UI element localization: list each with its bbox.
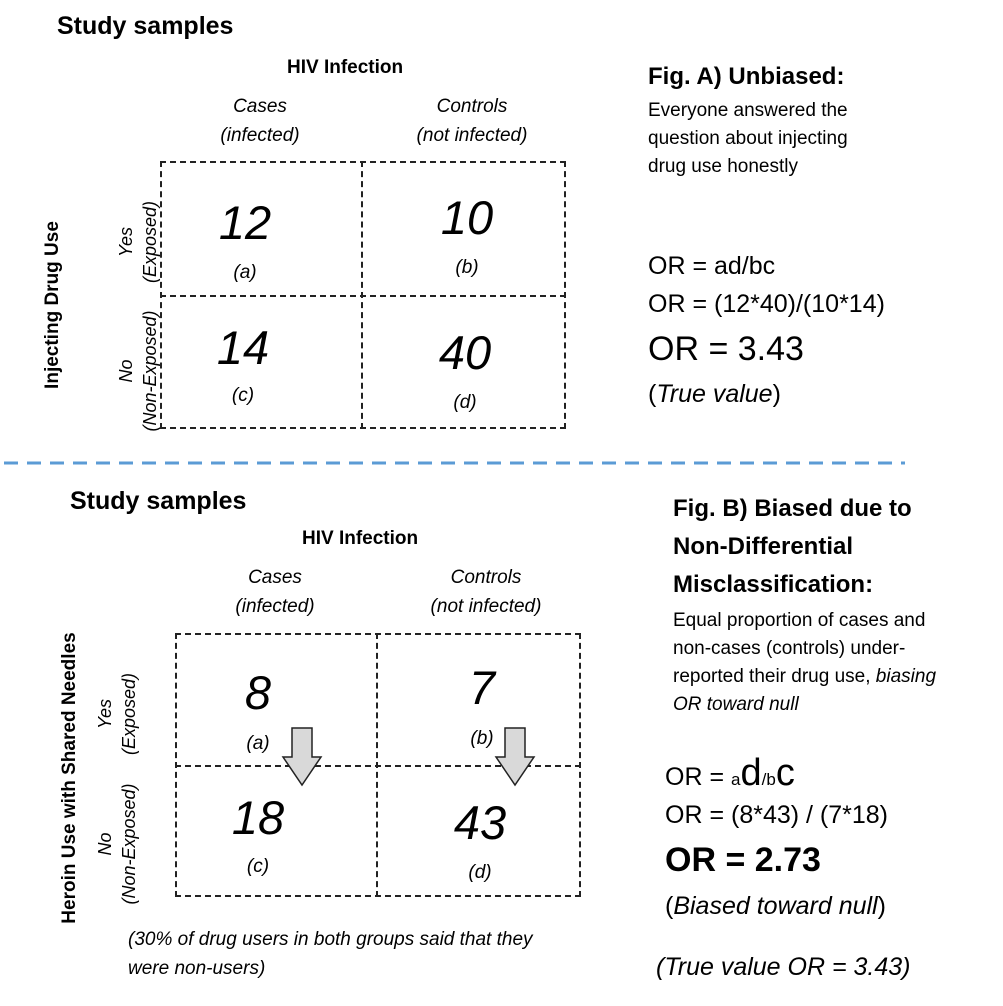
controls-sublabel: (not infected) bbox=[430, 596, 542, 617]
yes-label: Yes bbox=[95, 698, 115, 730]
panel-b-controls-header bbox=[406, 563, 566, 621]
panel-a-formula-1: OR = ad/bc bbox=[648, 252, 776, 280]
panel-b-or-result: OR = 2.73 bbox=[665, 841, 821, 879]
cell-d-letter: (d) bbox=[468, 862, 492, 883]
panel-a-title: Study samples bbox=[57, 12, 234, 40]
cases-label: Cases bbox=[248, 567, 302, 588]
no-sublabel: (Non-Exposed) bbox=[119, 783, 139, 905]
cell-c-value: 18 bbox=[231, 791, 285, 844]
down-arrow-icon bbox=[494, 727, 536, 787]
panel-a-row-axis-label: Injecting Drug Use bbox=[42, 221, 63, 389]
cell-b-letter: (b) bbox=[455, 257, 479, 278]
panel-b-yes-row-label bbox=[93, 644, 141, 784]
panel-a-controls-header bbox=[392, 92, 552, 150]
panel-a-description bbox=[648, 97, 848, 181]
no-label: No bbox=[95, 832, 115, 856]
formula-slash: / bbox=[761, 770, 767, 789]
cell-a-value: 12 bbox=[218, 196, 272, 249]
cell-a-value: 8 bbox=[244, 666, 272, 719]
panel-b-no-row-label bbox=[93, 764, 141, 924]
panel-a-formula-2: OR = (12*40)/(10*14) bbox=[648, 290, 885, 318]
panel-a-hiv-header: HIV Infection bbox=[287, 57, 404, 78]
footnote-line: (30% of drug users in both groups said that they bbox=[128, 929, 533, 950]
panel-b-description bbox=[673, 607, 936, 719]
panel-b-result-note: (Biased toward null) bbox=[665, 892, 886, 920]
desc-line: drug use honestly bbox=[648, 156, 798, 177]
desc-line: non-cases (controls) under- bbox=[673, 638, 906, 659]
fig-title-line: Fig. B) Biased due to bbox=[673, 495, 912, 522]
desc-italic: biasing bbox=[875, 666, 937, 687]
biased-text: Biased toward null bbox=[673, 892, 878, 920]
desc-line: question about injecting bbox=[648, 128, 848, 149]
desc-text: reported their drug use, bbox=[673, 666, 876, 687]
panel-a-fig-title: Fig. A) Unbiased: bbox=[648, 63, 845, 90]
panel-b-cases-header bbox=[195, 563, 355, 621]
panel-b-formula-2: OR = (8*43) / (7*18) bbox=[665, 801, 889, 829]
panel-b-row-axis-label: Heroin Use with Shared Needles bbox=[59, 632, 80, 924]
panel-a-result-note: (True value) bbox=[648, 380, 781, 408]
cell-d-value: 40 bbox=[438, 326, 492, 379]
cell-c-letter: (c) bbox=[246, 856, 270, 877]
cell-a-letter: (a) bbox=[233, 262, 257, 283]
fig-title-line: Misclassification: bbox=[673, 571, 874, 598]
yes-sublabel: (Exposed) bbox=[140, 200, 160, 284]
panel-a-or-result: OR = 3.43 bbox=[648, 330, 804, 368]
yes-label: Yes bbox=[116, 226, 136, 258]
true-value-text: True value bbox=[656, 380, 773, 408]
cases-sublabel: (infected) bbox=[220, 125, 300, 146]
panel-b-hiv-header: HIV Infection bbox=[302, 528, 419, 549]
cases-label: Cases bbox=[233, 96, 287, 117]
yes-sublabel: (Exposed) bbox=[119, 672, 139, 756]
cell-c-letter: (c) bbox=[231, 385, 255, 406]
cases-sublabel: (infected) bbox=[235, 596, 315, 617]
cell-b-value: 10 bbox=[440, 191, 494, 244]
controls-sublabel: (not infected) bbox=[416, 125, 528, 146]
panel-b-title: Study samples bbox=[70, 487, 247, 515]
panel-a-table-hdivider bbox=[160, 295, 566, 297]
desc-line bbox=[673, 663, 936, 691]
desc-line: OR toward null bbox=[673, 694, 799, 715]
cell-b-letter: (b) bbox=[470, 728, 494, 749]
down-arrow-icon bbox=[281, 727, 323, 787]
panel-b-true-value-note: (True value OR = 3.43) bbox=[656, 953, 911, 981]
cell-d-letter: (d) bbox=[453, 392, 477, 413]
controls-label: Controls bbox=[436, 96, 508, 117]
formula-b: b bbox=[766, 770, 776, 789]
footnote-line: were non-users) bbox=[128, 958, 266, 979]
section-divider bbox=[0, 455, 1003, 469]
panel-a-no-row-label bbox=[114, 291, 162, 451]
cell-a-letter: (a) bbox=[246, 733, 270, 754]
panel-a-cases-header bbox=[180, 92, 340, 150]
cell-d-value: 43 bbox=[453, 796, 507, 849]
formula-c: c bbox=[775, 752, 795, 794]
no-label: No bbox=[116, 359, 136, 383]
panel-b-formula-1 bbox=[665, 752, 795, 795]
fig-title-line: Non-Differential bbox=[673, 533, 853, 560]
no-sublabel: (Non-Exposed) bbox=[140, 310, 160, 432]
cell-b-value: 7 bbox=[468, 661, 496, 714]
formula-prefix: OR = bbox=[665, 763, 731, 791]
formula-a: a bbox=[731, 770, 741, 789]
desc-line: Equal proportion of cases and bbox=[673, 610, 926, 631]
desc-line: Everyone answered the bbox=[648, 100, 848, 121]
controls-label: Controls bbox=[450, 567, 522, 588]
panel-b-fig-title bbox=[673, 490, 912, 604]
formula-d: d bbox=[740, 752, 762, 794]
panel-b-footnote bbox=[128, 925, 533, 983]
cell-c-value: 14 bbox=[216, 321, 270, 374]
